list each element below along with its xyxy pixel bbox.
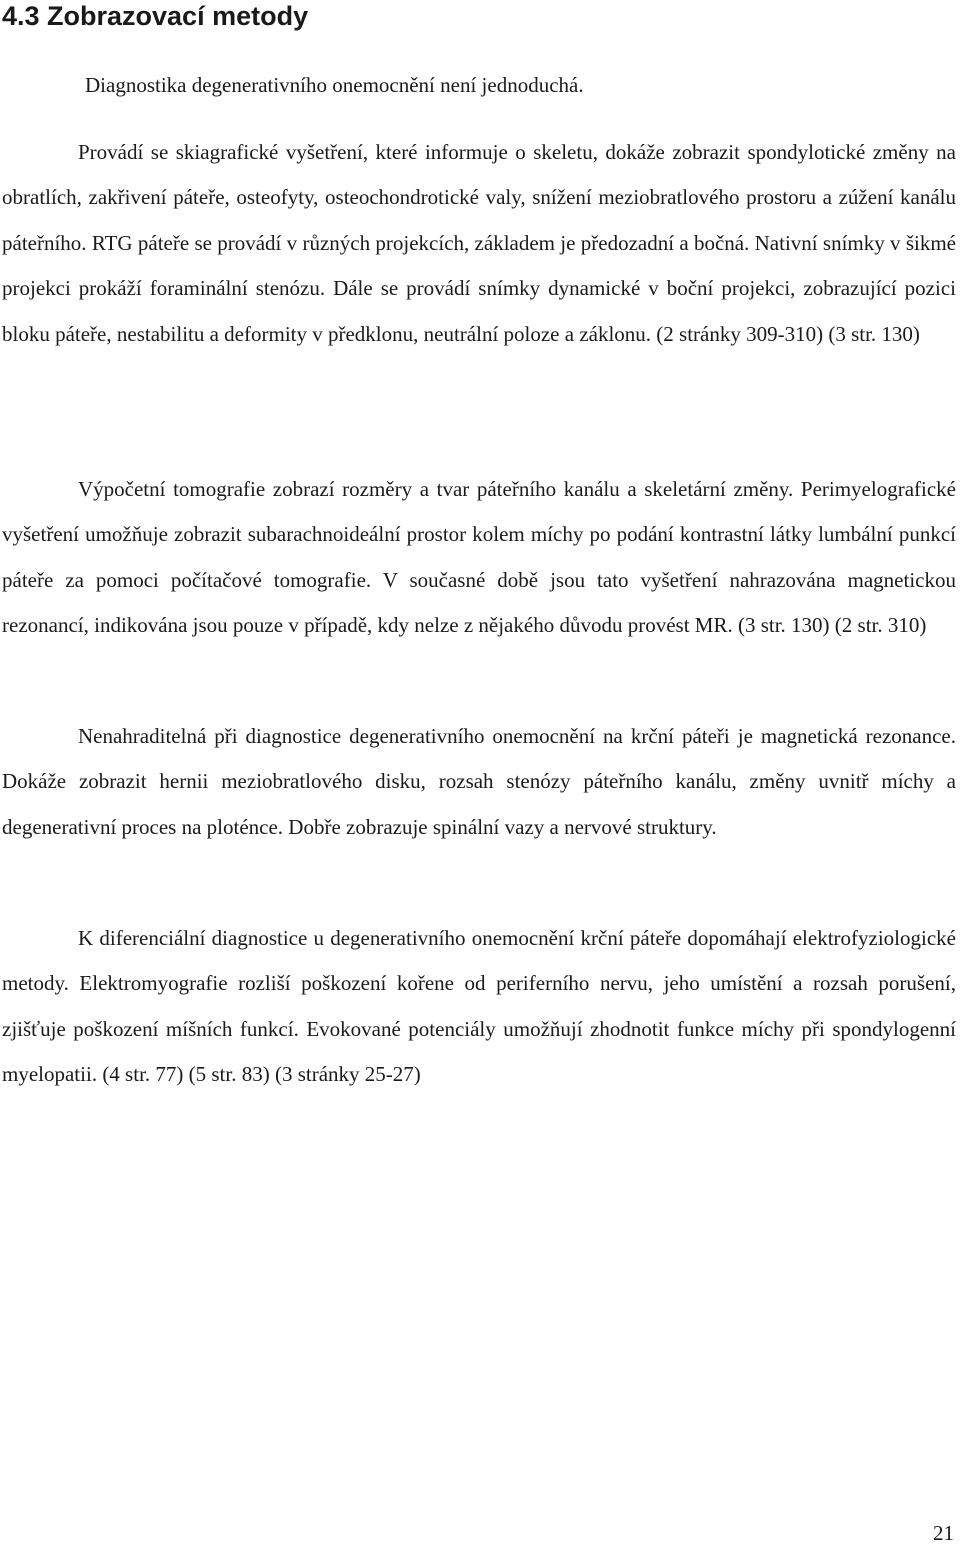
paragraph-mri: Nenahraditelná při diagnostice degenerativního onemocnění na krční páteři je magnetická rezonance. Dokáže zobrazit hernii meziobratlového disku, rozsah stenózy páteřního kanálu, změny uvnitř míchy a degenerativní proces na ploténce. Dobře zobrazuje spinální vazy a nervové struktury. bbox=[2, 724, 956, 839]
paragraph-intro: Diagnostika degenerativního onemocnění není jednoduchá. bbox=[85, 73, 584, 97]
paragraph-ct-myelography: Výpočetní tomografie zobrazí rozměry a tvar páteřního kanálu a skeletární změny. Perimyelografické vyšetření umožňuje zobrazit subarachnoideální prostor kolem míchy po podání kontrastní látky lumbální punkcí páteře za pomoci počítačové tomografie. V současné době jsou tato vyšetření nahrazována magnetickou rezonancí, indikována jsou pouze v případě, kdy nelze z nějakého důvodu provést MR. (3 str. 130) (2 str. 310) bbox=[2, 477, 956, 638]
paragraph-skiagraphy: Provádí se skiagrafické vyšetření, které informuje o skeletu, dokáže zobrazit spondylotické změny na obratlích, zakřivení páteře, osteofyty, osteochondrotické valy, snížení meziobratlového prostoru a zúžení kanálu páteřního. RTG páteře se provádí v různých projekcích, základem je předozadní a bočná. Nativní snímky v šikmé projekci prokáží foraminální stenózu. Dále se provádí snímky dynamické v boční projekci, zobrazující pozici bloku páteře, nestabilitu a deformity v předklonu, neutrální poloze a záklonu. (2 stránky 309-310) (3 str. 130) bbox=[2, 140, 956, 346]
section-heading: 4.3 Zobrazovací metody bbox=[2, 1, 309, 31]
paragraph-electrophysiology: K diferenciální diagnostice u degenerativního onemocnění krční páteře dopomáhají elektrofyziologické metody. Elektromyografie rozliší poškození kořene od periferního nervu, jeho umístění a rozsah porušení, zjišťuje poškození míšních funkcí. Evokované potenciály umožňují zhodnotit funkce míchy při spondylogenní myelopatii. (4 str. 77) (5 str. 83) (3 stránky 25-27) bbox=[2, 926, 956, 1087]
page-number: 21 bbox=[933, 1521, 954, 1545]
